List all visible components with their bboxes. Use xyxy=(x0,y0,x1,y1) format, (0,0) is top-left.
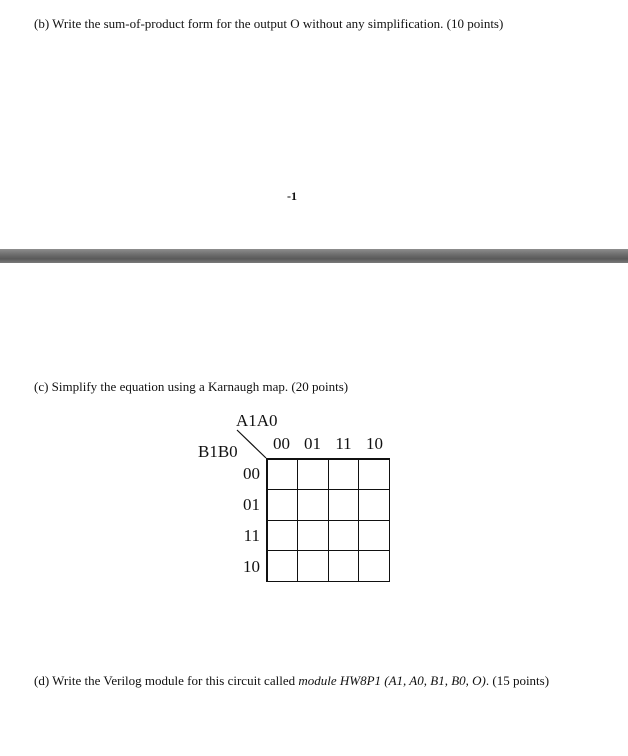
kmap-col-header: 11 xyxy=(335,434,352,453)
kmap-cell[interactable] xyxy=(297,520,329,552)
kmap-cell[interactable] xyxy=(297,459,329,491)
kmap-grid xyxy=(266,458,390,582)
kmap-cell[interactable] xyxy=(328,459,360,491)
page-number: -1 xyxy=(287,189,297,203)
kmap-cell[interactable] xyxy=(328,489,360,521)
verilog-module-signature: module HW8P1 (A1, A0, B1, B0, O) xyxy=(298,673,486,688)
kmap-col-header: 00 xyxy=(273,434,290,453)
kmap-row-header: 00 xyxy=(243,464,260,483)
kmap-cell[interactable] xyxy=(358,520,390,552)
kmap-column-variable: A1A0 xyxy=(236,411,278,430)
kmap-col-header: 10 xyxy=(366,434,383,453)
kmap-cell[interactable] xyxy=(297,550,329,582)
kmap-cell[interactable] xyxy=(358,489,390,521)
kmap-cell[interactable] xyxy=(267,459,299,491)
kmap-cell[interactable] xyxy=(267,489,299,521)
kmap-cell[interactable] xyxy=(328,550,360,582)
question-d-suffix: . (15 points) xyxy=(485,673,550,688)
kmap-row-header: 11 xyxy=(243,526,260,545)
kmap-cell[interactable] xyxy=(328,520,360,552)
question-b-text: (b) Write the sum-of-product form for the output O without any simplification. (10 points) xyxy=(34,16,504,31)
kmap-cell[interactable] xyxy=(358,459,390,491)
kmap-cell[interactable] xyxy=(267,520,299,552)
question-d-prefix: (d) Write the Verilog module for this circuit called xyxy=(34,673,299,688)
kmap-cell[interactable] xyxy=(267,550,299,582)
kmap-row-header: 10 xyxy=(243,557,260,576)
question-c-text: (c) Simplify the equation using a Karnaugh map. (20 points) xyxy=(34,379,349,394)
kmap-col-header: 01 xyxy=(304,434,321,453)
kmap-row-header: 01 xyxy=(243,495,260,514)
kmap-row-variable: B1B0 xyxy=(198,442,238,461)
question-d-text xyxy=(34,673,549,689)
kmap-cell[interactable] xyxy=(297,489,329,521)
kmap-cell[interactable] xyxy=(358,550,390,582)
